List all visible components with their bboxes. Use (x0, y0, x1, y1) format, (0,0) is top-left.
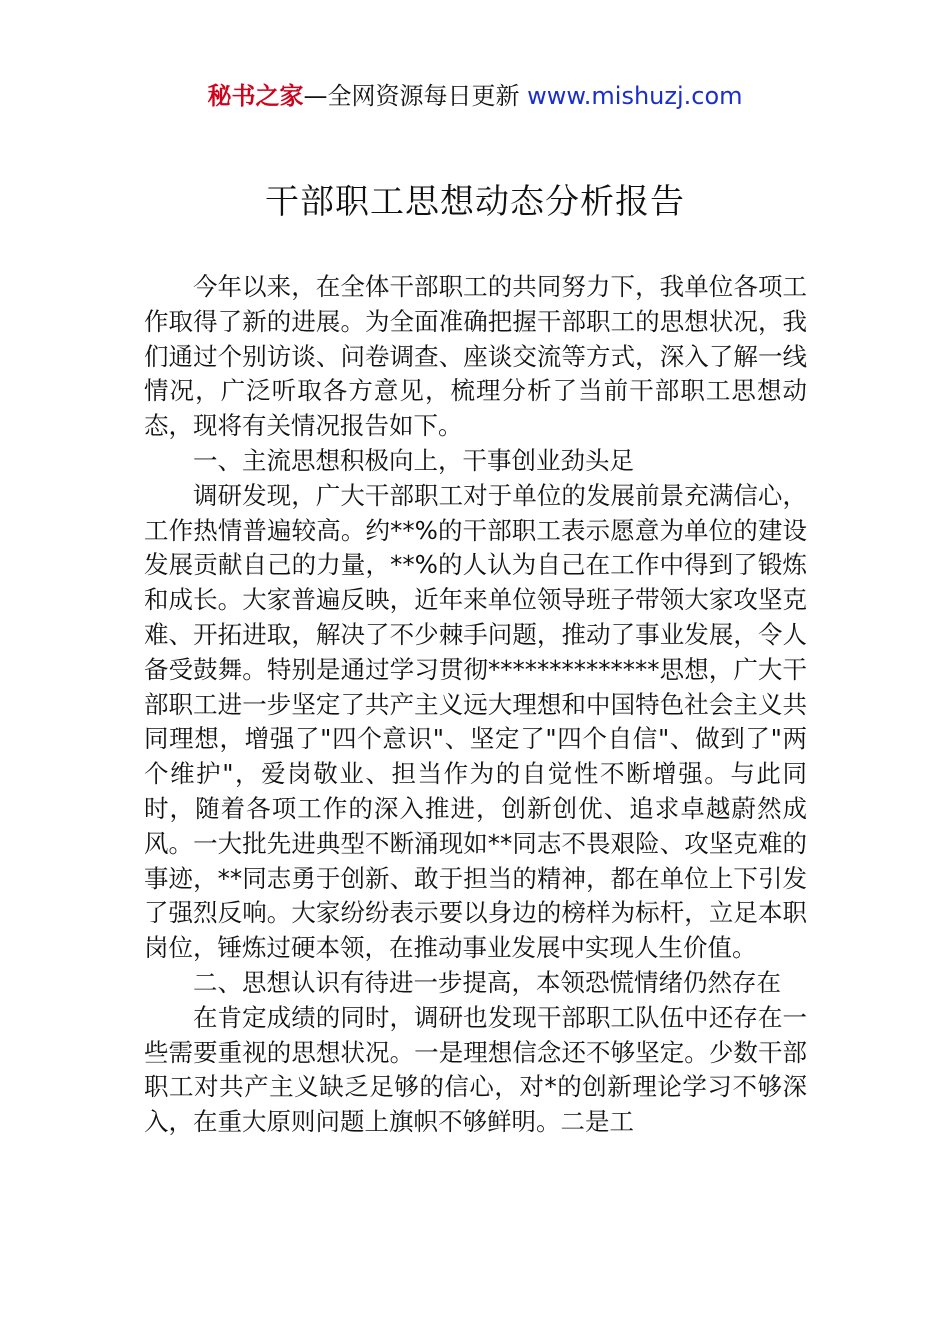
section-heading-2: 二、思想认识有待进一步提高，本领恐慌情绪仍然存在 (193, 967, 781, 997)
section-heading-1: 一、主流思想积极向上，干事创业劲头足 (193, 445, 634, 475)
document-body (144, 270, 807, 1140)
site-header (0, 80, 950, 112)
site-url-link[interactable]: www.mishuzj.com (527, 82, 743, 110)
site-brand: 秘书之家 (207, 82, 304, 110)
section-2-paragraph: 在肯定成绩的同时，调研也发现干部职工队伍中还存在一些需要重视的思想状况。一是理想信念还不够坚定。少数干部职工对共产主义缺乏足够的信心，对*的创新理论学习不够深入，在重大原则问题上旗帜不够鲜明。二是工 (144, 1002, 807, 1137)
document-title: 干部职工思想动态分析报告 (265, 182, 685, 222)
section-1-paragraph: 调研发现，广大干部职工对于单位的发展前景充满信心，工作热情普遍较高。约**%的干部职工表示愿意为单位的建设发展贡献自己的力量，**%的人认为自己在工作中得到了锻炼和成长。大家普遍反映，近年来单位领导班子带领大家攻坚克难、开拓进取，解决了不少棘手问题，推动了事业发展，令人备受鼓舞。特别是通过学习贯彻**************思想，广大干部职工进一步坚定了共产主义远大理想和中国特色社会主义共同理想，增强了"四个意识"、坚定了"四个自信"、做到了"两个维护"，爱岗敬业、担当作为的自觉性不断增强。与此同时，随着各项工作的深入推进，创新创优、追求卓越蔚然成风。一大批先进典型不断涌现如**同志不畏艰险、攻坚克难的事迹，**同志勇于创新、敢于担当的精神，都在单位上下引发了强烈反响。大家纷纷表示要以身边的榜样为标杆，立足本职岗位，锤炼过硬本领，在推动事业发展中实现人生价值。 (144, 480, 807, 963)
site-tagline: —全网资源每日更新 (303, 82, 528, 110)
intro-paragraph: 今年以来，在全体干部职工的共同努力下，我单位各项工作取得了新的进展。为全面准确把握干部职工的思想状况，我们通过个别访谈、问卷调查、座谈交流等方式，深入了解一线情况，广泛听取各方意见，梳理分析了当前干部职工思想动态，现将有关情况报告如下。 (144, 272, 807, 441)
